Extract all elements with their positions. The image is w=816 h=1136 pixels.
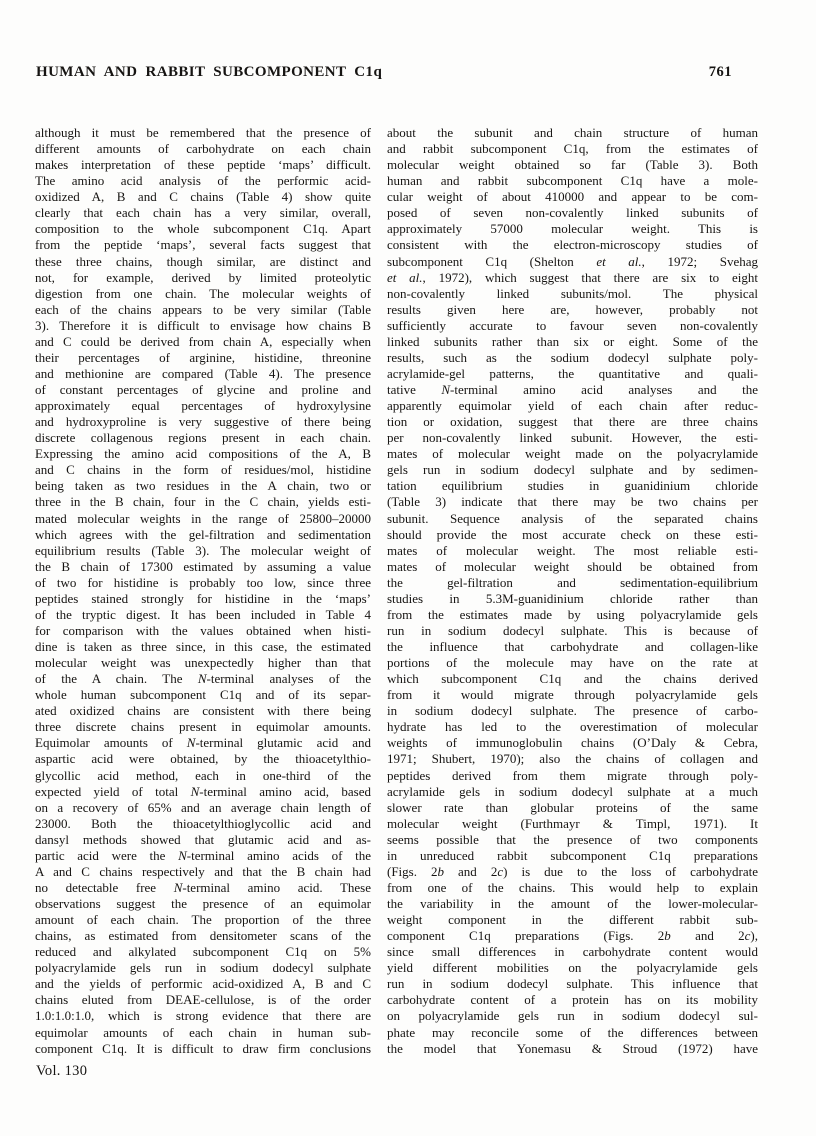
text-line: on a recovery of 65% and an average chain length of: [35, 799, 371, 815]
text-line: sufficiently accurate to favour seven non-covalently: [387, 317, 758, 333]
text-line: for comparison with the values obtained when histi-: [35, 622, 371, 638]
text-line: tion or oxidation, suggest that there are three chains: [387, 414, 758, 430]
text-line: phate may reconcile some of the differences between: [387, 1024, 758, 1040]
text-line: 1.0:1.0:1.0, which is strong evidence that there are: [35, 1008, 371, 1024]
text-line: from one of the chains. This would help to explain: [387, 879, 758, 895]
text-line: their percentages of arginine, histidine, threonine: [35, 349, 371, 365]
text-line: non-covalently linked subunits/mol. The physical: [387, 285, 758, 301]
text-line: partic acid were the N-terminal amino acids of the: [35, 847, 371, 863]
text-line: observations suggest the presence of an equimolar: [35, 896, 371, 911]
text-line: run in sodium dodecyl sulphate. This is because of: [387, 622, 758, 638]
text-line: clearly that each chain has a very similar, overall,: [35, 205, 371, 221]
text-line: molecular weight (Furthmayr & Timpl, 1971). It: [387, 815, 758, 831]
text-line: acrylamide-gel patterns, the quantitative and quali-: [387, 365, 758, 381]
text-line: different amounts of carbohydrate on each chain: [35, 141, 371, 157]
text-line: 3). Therefore it is difficult to envisage how chains B: [35, 317, 371, 333]
text-line: mated molecular weights in the range of 25800–20000: [35, 510, 371, 526]
text-line: and hydroxyproline is very suggestive of there being: [35, 414, 371, 430]
text-line: studies in 5.3M-guanidinium chloride rather than: [387, 590, 758, 606]
text-line: tation equilibrium studies in guanidinium chloride: [387, 478, 758, 494]
text-line: these three chains, though similar, are distinct and: [35, 253, 371, 269]
text-line: the model that Yonemasu & Stroud (1972) have: [387, 1040, 758, 1056]
text-line: seems possible that the presence of two components: [387, 831, 758, 847]
running-title: HUMAN AND RABBIT SUBCOMPONENT C1q: [36, 64, 383, 80]
text-line: dansyl methods showed that glutamic acid and as-: [35, 831, 371, 847]
text-line: et al., 1972), which suggest that there are six to eight: [387, 269, 758, 285]
left-column: [35, 125, 371, 1057]
text-line: equimolar amounts of each chain in human sub-: [35, 1024, 371, 1040]
article-body: [35, 125, 758, 1057]
text-line: glycollic acid method, each in one-third of the: [35, 767, 371, 783]
text-line: should provide the most accurate check on these esti-: [387, 526, 758, 542]
text-line: of the tryptic digest. It has been included in Table 4: [35, 606, 371, 622]
text-line: and C chains in the form of residues/mol, histidine: [35, 462, 371, 478]
text-line: (Figs. 2b and 2c) is due to the loss of carbohydrate: [387, 863, 758, 879]
text-line: about the subunit and chain structure of human: [387, 125, 758, 140]
text-line: component C1q. It is difficult to draw firm conclusions: [35, 1040, 371, 1056]
text-line: whole human subcomponent C1q and of its separ-: [35, 687, 371, 703]
text-line: digestion from one chain. The molecular weights of: [35, 285, 371, 301]
text-line: oxidized A, B and C chains (Table 4) show quite: [35, 189, 371, 205]
text-line: each of the chains appears to be very similar (Table: [35, 301, 371, 317]
text-line: 1971; Shubert, 1970); also the chains of collagen and: [387, 751, 758, 767]
text-line: peptides derived from them migrate through poly-: [387, 767, 758, 783]
text-line: ated oxidized chains are consistent with there being: [35, 703, 371, 719]
page-number: 761: [708, 64, 732, 80]
text-line: makes interpretation of these peptide ‘maps’ difficult.: [35, 157, 371, 173]
text-line: approximately equal percentages of hydroxylysine: [35, 398, 371, 414]
text-line: posed of seven non-covalently linked subunits of: [387, 205, 758, 221]
text-line: and C could be derived from chain A, especially when: [35, 333, 371, 349]
text-line: from the estimates made by using polyacrylamide gels: [387, 606, 758, 622]
text-line: expected yield of total N-terminal amino acid, based: [35, 783, 371, 799]
text-line: dine is taken as three since, in this case, the estimated: [35, 639, 371, 654]
text-line: in sodium dodecyl sulphate. The presence of carbo-: [387, 703, 758, 719]
text-line: in unreduced rabbit subcomponent C1q preparations: [387, 847, 758, 863]
text-line: of the A chain. The N-terminal analyses of the: [35, 671, 371, 687]
text-line: and rabbit subcomponent C1q, from the estimates of: [387, 141, 758, 157]
text-line: since small differences in carbohydrate content would: [387, 944, 758, 960]
text-line: polyacrylamide gels run in sodium dodecyl sulphate: [35, 960, 371, 976]
text-line: although it must be remembered that the presence of: [35, 125, 371, 140]
text-line: molecular weight was unexpectedly higher than that: [35, 655, 371, 671]
text-line: yield different mobilities on the polyacrylamide gels: [387, 960, 758, 976]
text-line: the gel-filtration and sedimentation-equilibrium: [387, 574, 758, 590]
text-line: per non-covalently linked subunit. However, the esti-: [387, 430, 758, 446]
text-line: composition to the whole subcomponent C1q. Apart: [35, 221, 371, 237]
text-line: mates of molecular weight. The most reliable esti-: [387, 542, 758, 558]
text-line: chains, as estimated from densitometer scans of the: [35, 928, 371, 944]
text-line: being taken as two residues in the A chain, two or: [35, 478, 371, 494]
text-line: hydrate has led to the overestimation of molecular: [387, 719, 758, 735]
text-line: no detectable free N-terminal amino acid. These: [35, 879, 371, 895]
text-line: which subcomponent C1q and the chains derived: [387, 671, 758, 687]
page-header: [36, 64, 732, 81]
text-line: reduced and alkylated subcomponent C1q on 5%: [35, 944, 371, 960]
text-line: portions of the molecule may have on the rate at: [387, 655, 758, 671]
text-line: apparently equimolar yield of each chain after reduc-: [387, 398, 758, 414]
text-line: acrylamide gels in sodium dodecyl sulphate at a much: [387, 783, 758, 799]
text-line: chains eluted from DEAE-cellulose, is of the order: [35, 992, 371, 1008]
text-line: (Table 3) indicate that there may be two chains per: [387, 494, 758, 510]
text-line: approximately 57000 molecular weight. This is: [387, 221, 758, 237]
text-line: aspartic acid were obtained, by the thioacetylthio-: [35, 751, 371, 767]
text-line: on polyacrylamide gels run in sodium dodecyl sul-: [387, 1008, 758, 1024]
text-line: mates of molecular weight made on the polyacrylamide: [387, 446, 758, 462]
text-line: weight component in the different rabbit sub-: [387, 912, 758, 928]
page-footer: [36, 1062, 87, 1080]
text-line: run in sodium dodecyl sulphate. This influence that: [387, 976, 758, 992]
text-line: Equimolar amounts of N-terminal glutamic acid and: [35, 735, 371, 751]
text-line: Expressing the amino acid compositions of the A, B: [35, 446, 371, 462]
text-line: consistent with the electron-microscopy studies of: [387, 237, 758, 253]
text-line: of constant percentages of glycine and proline and: [35, 382, 371, 397]
text-line: A and C chains respectively and that the B chain had: [35, 863, 371, 879]
text-line: and methionine are compared (Table 4). The presence: [35, 365, 371, 381]
text-line: from it would migrate through polyacrylamide gels: [387, 687, 758, 703]
text-line: component C1q preparations (Figs. 2b and 2c),: [387, 928, 758, 944]
text-line: carbohydrate content of a protein has on its mobility: [387, 992, 758, 1008]
text-line: three discrete chains present in equimolar amounts.: [35, 719, 371, 735]
text-line: tative N-terminal amino acid analyses and the: [387, 382, 758, 397]
text-line: the influence that carbohydrate and collagen-like: [387, 639, 758, 654]
volume-label: Vol. 130: [36, 1063, 88, 1079]
text-line: mates of molecular weight should be obtained from: [387, 558, 758, 574]
right-column: [387, 125, 758, 1057]
text-line: molecular weight obtained so far (Table 3). Both: [387, 157, 758, 173]
text-line: subunit. Sequence analysis of the separated chains: [387, 510, 758, 526]
text-line: not, for example, derived by limited proteolytic: [35, 269, 371, 285]
text-line: three in the B chain, four in the C chain, yields esti-: [35, 494, 371, 510]
text-line: which agrees with the gel-filtration and sedimentation: [35, 526, 371, 542]
text-line: weights of immunoglobulin chains (O’Daly & Cebra,: [387, 735, 758, 751]
text-line: discrete collagenous regions present in each chain.: [35, 430, 371, 446]
text-line: results given here are, however, probably not: [387, 301, 758, 317]
text-line: of two for histidine is probably too low, since three: [35, 574, 371, 590]
text-line: human and rabbit subcomponent C1q have a mole-: [387, 173, 758, 189]
text-line: peptides stained strongly for histidine in the ‘maps’: [35, 590, 371, 606]
text-line: 23000. Both the thioacetylthioglycollic acid and: [35, 815, 371, 831]
text-line: cular weight of about 410000 and appear to be com-: [387, 189, 758, 205]
text-line: and the yields of performic acid-oxidized A, B and C: [35, 976, 371, 992]
text-line: the B chain of 17300 estimated by assuming a value: [35, 558, 371, 574]
text-line: from the peptide ‘maps’, several facts suggest that: [35, 237, 371, 253]
text-line: slower rate than globular proteins of the same: [387, 799, 758, 815]
text-line: amount of each chain. The proportion of the three: [35, 912, 371, 928]
text-line: equilibrium results (Table 3). The molecular weight of: [35, 542, 371, 558]
text-line: linked subunits rather than six or eight. Some of the: [387, 333, 758, 349]
text-line: results, such as the sodium dodecyl sulphate poly-: [387, 349, 758, 365]
text-line: gels run in sodium dodecyl sulphate and by sedimen-: [387, 462, 758, 478]
text-line: The amino acid analysis of the performic acid-: [35, 173, 371, 189]
text-line: subcomponent C1q (Shelton et al., 1972; Svehag: [387, 253, 758, 269]
text-line: the variability in the amount of the lower-molecular-: [387, 896, 758, 911]
